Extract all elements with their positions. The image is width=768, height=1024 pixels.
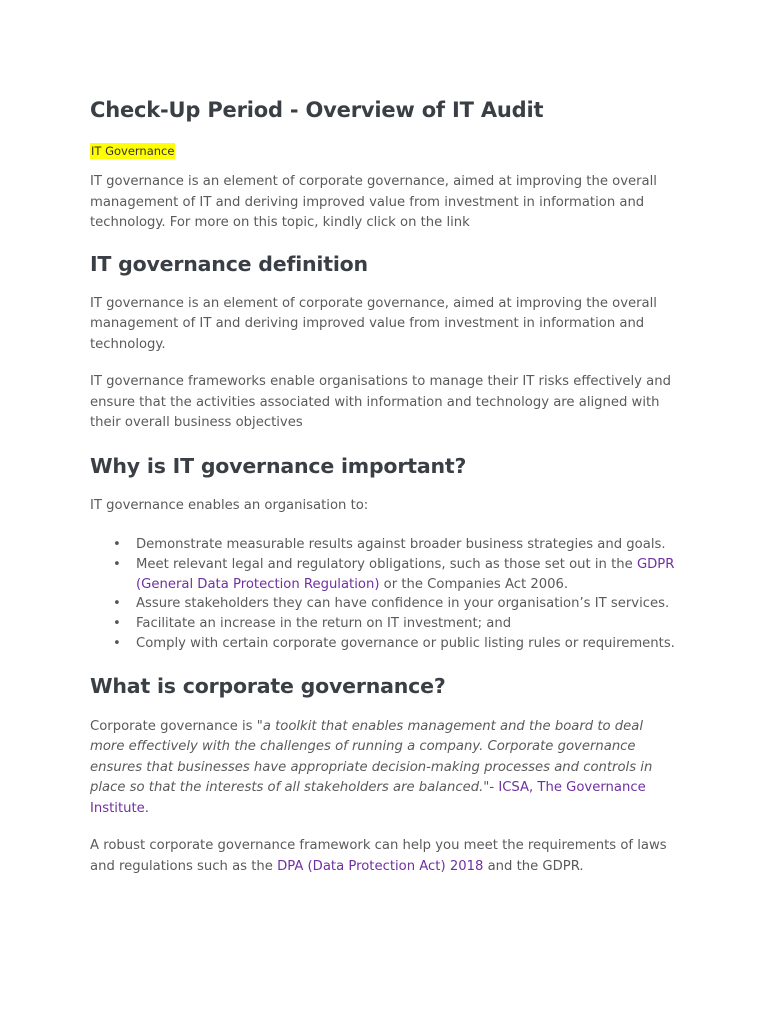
list-item-text: Assure stakeholders they can have confidence in your organisation’s IT services. [136, 596, 670, 612]
icsa-link[interactable]: ICSA, The Governance Institute. [90, 780, 646, 816]
list-item [90, 594, 680, 614]
intro-paragraph: IT governance is an element of corporate governance, aimed at improving the overall management of IT and deriving improved value from investment in information and technology. For more on this topic, kindly click on the link [90, 174, 657, 230]
importance-lead: IT governance enables an organisation to: [90, 497, 369, 513]
tag-line [90, 142, 680, 160]
section-heading-corporate: What is corporate governance? [90, 673, 446, 698]
bullet-icon: • [113, 537, 121, 552]
gdpr-link[interactable]: GDPR (General Data Protection Regulation) [136, 556, 675, 592]
corporate-paragraph-1 [90, 717, 680, 820]
dpa-link[interactable]: DPA (Data Protection Act) 2018 [277, 858, 484, 874]
list-item [90, 614, 680, 634]
list-item-text: Meet relevant legal and regulatory obligations, such as those set out in the [136, 556, 637, 572]
section-heading-definition: IT governance definition [90, 251, 368, 276]
document-page [90, 96, 680, 877]
list-item-text: Facilitate an increase in the return on IT investment; and [136, 616, 512, 632]
quote-dash: - [489, 780, 499, 796]
list-item-text: Comply with certain corporate governance or public listing rules or requirements. [136, 635, 675, 651]
corporate-p2-lead: A robust corporate governance framework can help you meet the requirements of laws and regulations such as the [90, 838, 667, 874]
list-item [90, 634, 680, 654]
list-item-text: Demonstrate measurable results against broader business strategies and goals. [136, 537, 666, 552]
bullet-icon: • [113, 616, 121, 632]
bullet-icon: • [113, 556, 121, 572]
section-heading-importance: Why is IT governance important? [90, 453, 467, 478]
list-item [90, 555, 680, 595]
bullet-icon: • [113, 596, 121, 612]
corporate-p2-tail: and the GDPR. [483, 858, 584, 874]
importance-list [90, 535, 680, 654]
list-item [90, 535, 680, 555]
highlighted-tag: IT Governance [91, 144, 175, 158]
definition-paragraph-2: IT governance frameworks enable organisations to manage their IT risks effectively and ensure that the activities associated with information and technology are aligned with their overall business objectives [90, 374, 671, 430]
list-item-text-tail: or the Companies Act 2006. [379, 576, 569, 592]
corporate-quote: "a toolkit that enables management and the board to deal more effectively with the challenges of running a company. Corporate governance ensures that businesses have appropriate decision-making processes and controls in place so that the interests of all stakeholders are balanced." [90, 718, 653, 796]
page-title: Check-Up Period - Overview of IT Audit [90, 98, 544, 122]
definition-paragraph-1: IT governance is an element of corporate governance, aimed at improving the overall management of IT and deriving improved value from investment in information and technology. [90, 295, 657, 352]
bullet-icon: • [113, 635, 121, 651]
corporate-paragraph-2 [90, 836, 680, 877]
corporate-lead: Corporate governance is [90, 718, 257, 734]
